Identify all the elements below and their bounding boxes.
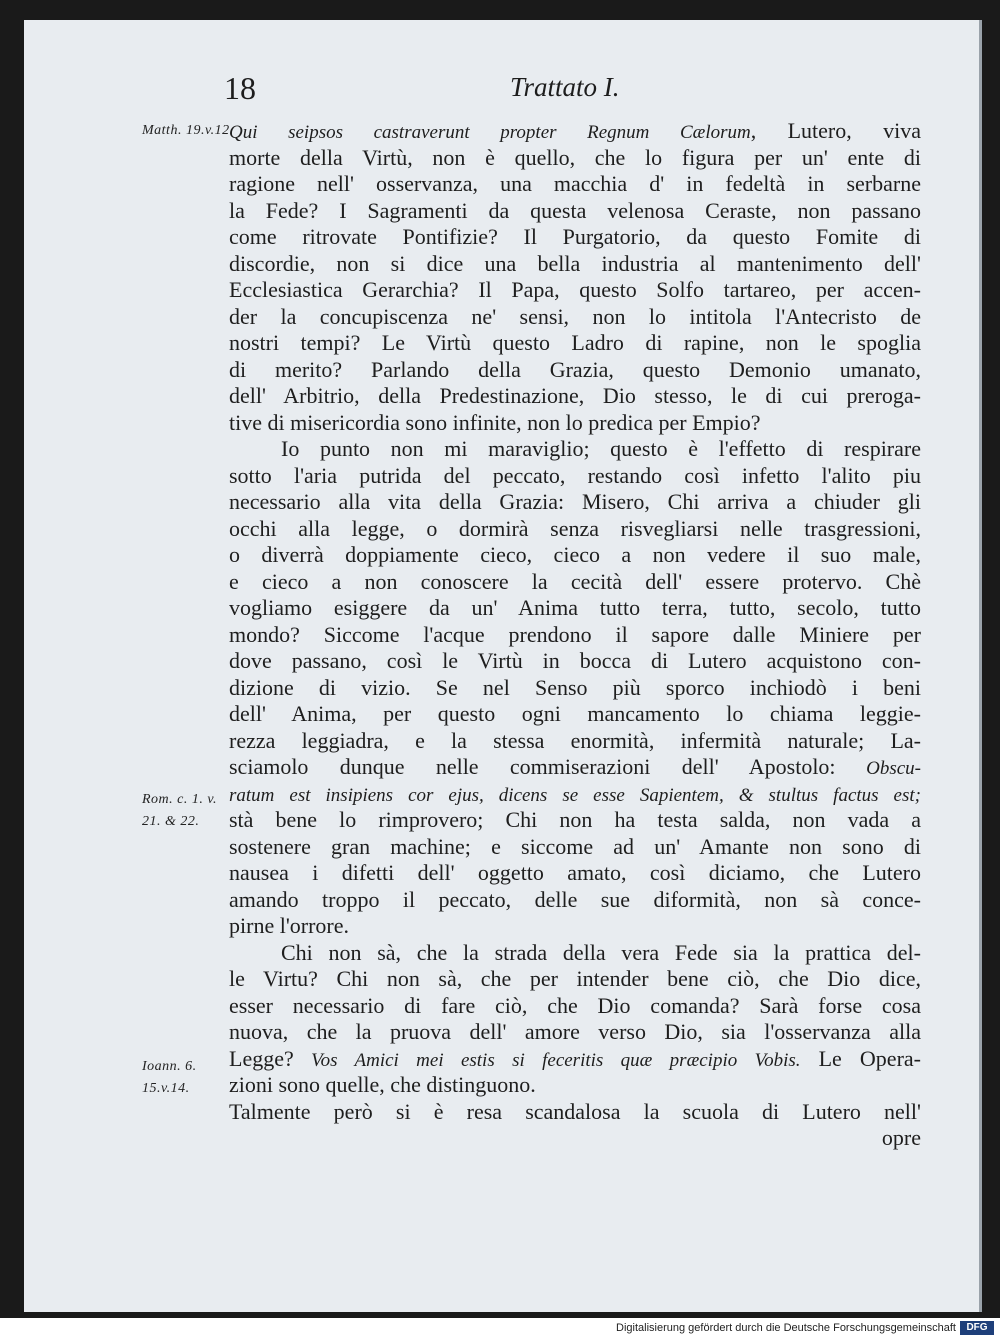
text-line bbox=[229, 701, 921, 728]
line-text: ragione nell' osservanza, una macchia d' in fedeltà in serbarne bbox=[229, 171, 921, 196]
text-line bbox=[229, 1046, 921, 1073]
footer-credit: Digitalisierung gefördert durch die Deutsche Forschungsgemeinschaft bbox=[616, 1322, 956, 1334]
text-line bbox=[229, 436, 921, 463]
line-text: Io punto non mi maraviglio; questo è l'effetto di respirare bbox=[281, 436, 921, 461]
text-line bbox=[229, 410, 921, 437]
text-line bbox=[229, 542, 921, 569]
margin-note-john: Ioann. 6. 15.v.14. bbox=[142, 1059, 197, 1096]
line-text: o diverrà doppiamente cieco, cieco a non vedere il suo male, bbox=[229, 542, 921, 567]
running-head bbox=[24, 70, 982, 110]
text-line bbox=[229, 330, 921, 357]
line-text: sostenere gran machine; e siccome ad un' Amante non sono di bbox=[229, 833, 921, 859]
text-line bbox=[229, 887, 921, 914]
line-text: vogliamo esiggere da un' Anima tutto terra, tutto, secolo, tutto bbox=[229, 595, 921, 620]
line-text: , Lutero, viva bbox=[750, 118, 921, 143]
text-line bbox=[229, 516, 921, 543]
line-text: Legge? bbox=[229, 1045, 294, 1071]
text-line bbox=[229, 781, 921, 808]
text-line bbox=[229, 463, 921, 490]
text-line bbox=[229, 595, 921, 622]
text-line bbox=[229, 171, 921, 198]
text-line bbox=[229, 913, 921, 940]
text-line bbox=[229, 993, 921, 1020]
italic-quote: ratum est insipiens cor ejus, dicens se esse Sapientem, & stultus factus est; bbox=[229, 784, 921, 806]
line-text: la Fede? I Sagramenti da questa velenosa Ceraste, non passano bbox=[229, 197, 921, 223]
line-text: come ritrovate Pontifizie? Il Purgatorio, da questo Fomite di bbox=[229, 224, 921, 249]
text-line bbox=[229, 383, 921, 410]
text-line bbox=[229, 198, 921, 225]
text-line bbox=[229, 277, 921, 304]
line-text: tive di misericordia sono infinite, non lo predica per Empio? bbox=[229, 409, 761, 435]
line-text: di merito? Parlando della Grazia, questo Demonio umanato, bbox=[229, 356, 921, 382]
text-line bbox=[229, 728, 921, 755]
line-text: occhi alla legge, o dormirà senza risvegliarsi nelle trasgressioni, bbox=[229, 515, 921, 541]
text-line bbox=[229, 1072, 921, 1099]
line-text: nuova, che la pruova dell' amore verso Dio, sia l'osservanza alla bbox=[229, 1019, 921, 1044]
text-line bbox=[229, 569, 921, 596]
italic-quote: Obscu- bbox=[835, 758, 921, 779]
line-text: sotto l'aria putrida del peccato, restando così infetto l'alito piu bbox=[229, 462, 921, 488]
text-line bbox=[229, 966, 921, 993]
text-line bbox=[229, 834, 921, 861]
line-text: dove passano, così le Virtù in bocca di Lutero acquistono con- bbox=[229, 648, 921, 673]
text-line bbox=[229, 224, 921, 251]
line-text: dell' Arbitrio, della Predestinazione, Dio stesso, le di cui preroga- bbox=[229, 383, 921, 408]
line-text: sciamolo dunque nelle commiserazioni dell' Apostolo: bbox=[229, 754, 836, 779]
text-line bbox=[229, 675, 921, 702]
line-text: mondo? Siccome l'acque prendono il sapore dalle Miniere per bbox=[229, 621, 921, 647]
page-number: 18 bbox=[224, 70, 256, 106]
line-text: nostri tempi? Le Virtù questo Ladro di rapine, non le spoglia bbox=[229, 330, 921, 355]
text-line bbox=[229, 251, 921, 278]
line-text: pirne l'orrore. bbox=[229, 913, 350, 938]
text-line bbox=[229, 357, 921, 384]
line-text: le Virtu? Chi non sà, che per intender bene ciò, che Dio dice, bbox=[229, 966, 921, 991]
line-text: opre bbox=[881, 1125, 921, 1150]
line-text: discordie, non si dice una bella industria al mantenimento dell' bbox=[229, 250, 921, 276]
dfg-logo: DFG bbox=[960, 1321, 994, 1335]
text-line bbox=[229, 860, 921, 887]
text-line bbox=[229, 118, 921, 145]
margin-note-matthew: Matth. 19.v.12. bbox=[142, 123, 234, 138]
line-text: amando troppo il peccato, delle sue diformità, non sà conce- bbox=[229, 886, 921, 912]
line-text: necessario alla vita della Grazia: Misero, Chi arriva a chiuder gli bbox=[229, 489, 921, 514]
italic-quote: Qui seipsos castraverunt propter Regnum Cælorum bbox=[229, 122, 751, 143]
text-line bbox=[229, 648, 921, 675]
text-line bbox=[229, 807, 921, 834]
text-line bbox=[229, 1019, 921, 1046]
running-title: Trattato I. bbox=[510, 72, 620, 102]
digitization-footer bbox=[0, 1318, 1000, 1340]
text-line bbox=[229, 1099, 921, 1126]
body-text bbox=[229, 118, 921, 1152]
line-text: Le Opera- bbox=[800, 1045, 921, 1071]
book-page bbox=[24, 20, 982, 1312]
line-text: zioni sono quelle, che distinguono. bbox=[229, 1072, 536, 1097]
line-text: dizione di vizio. Se nel Senso più sporco inchiodò i beni bbox=[229, 674, 921, 700]
text-line bbox=[229, 754, 921, 781]
text-line bbox=[229, 489, 921, 516]
line-text: nausea i difetti dell' oggetto amato, così diciamo, che Lutero bbox=[229, 860, 921, 885]
line-text: e cieco a non conoscere la cecità dell' essere protervo. Chè bbox=[229, 568, 921, 594]
line-text: Chi non sà, che la strada della vera Fede sia la prattica del- bbox=[281, 939, 921, 965]
text-line bbox=[229, 1125, 921, 1152]
italic-quote: Vos Amici mei estis si feceritis quæ præcipio Vobis. bbox=[293, 1049, 801, 1071]
margin-note-romans: Rom. c. 1. v. 21. & 22. bbox=[142, 792, 218, 829]
line-text: esser necessario di fare ciò, che Dio comanda? Sarà forse cosa bbox=[229, 992, 921, 1018]
line-text: der la concupiscenza ne' sensi, non lo intitola l'Antecristo de bbox=[229, 303, 921, 329]
line-text: Ecclesiastica Gerarchia? Il Papa, questo Solfo tartareo, per accen- bbox=[229, 277, 921, 302]
line-text: stà bene lo rimprovero; Chi non ha testa salda, non vada a bbox=[229, 807, 921, 832]
text-line bbox=[229, 304, 921, 331]
line-text: Talmente però si è resa scandalosa la scuola di Lutero nell' bbox=[229, 1098, 921, 1124]
line-text: dell' Anima, per questo ogni mancamento lo chiama leggie- bbox=[229, 701, 921, 726]
text-line bbox=[229, 145, 921, 172]
line-text: morte della Virtù, non è quello, che lo figura per un' ente di bbox=[229, 144, 921, 170]
text-line bbox=[229, 940, 921, 967]
line-text: rezza leggiadra, e la stessa enormità, infermità naturale; La- bbox=[229, 727, 921, 753]
text-line bbox=[229, 622, 921, 649]
